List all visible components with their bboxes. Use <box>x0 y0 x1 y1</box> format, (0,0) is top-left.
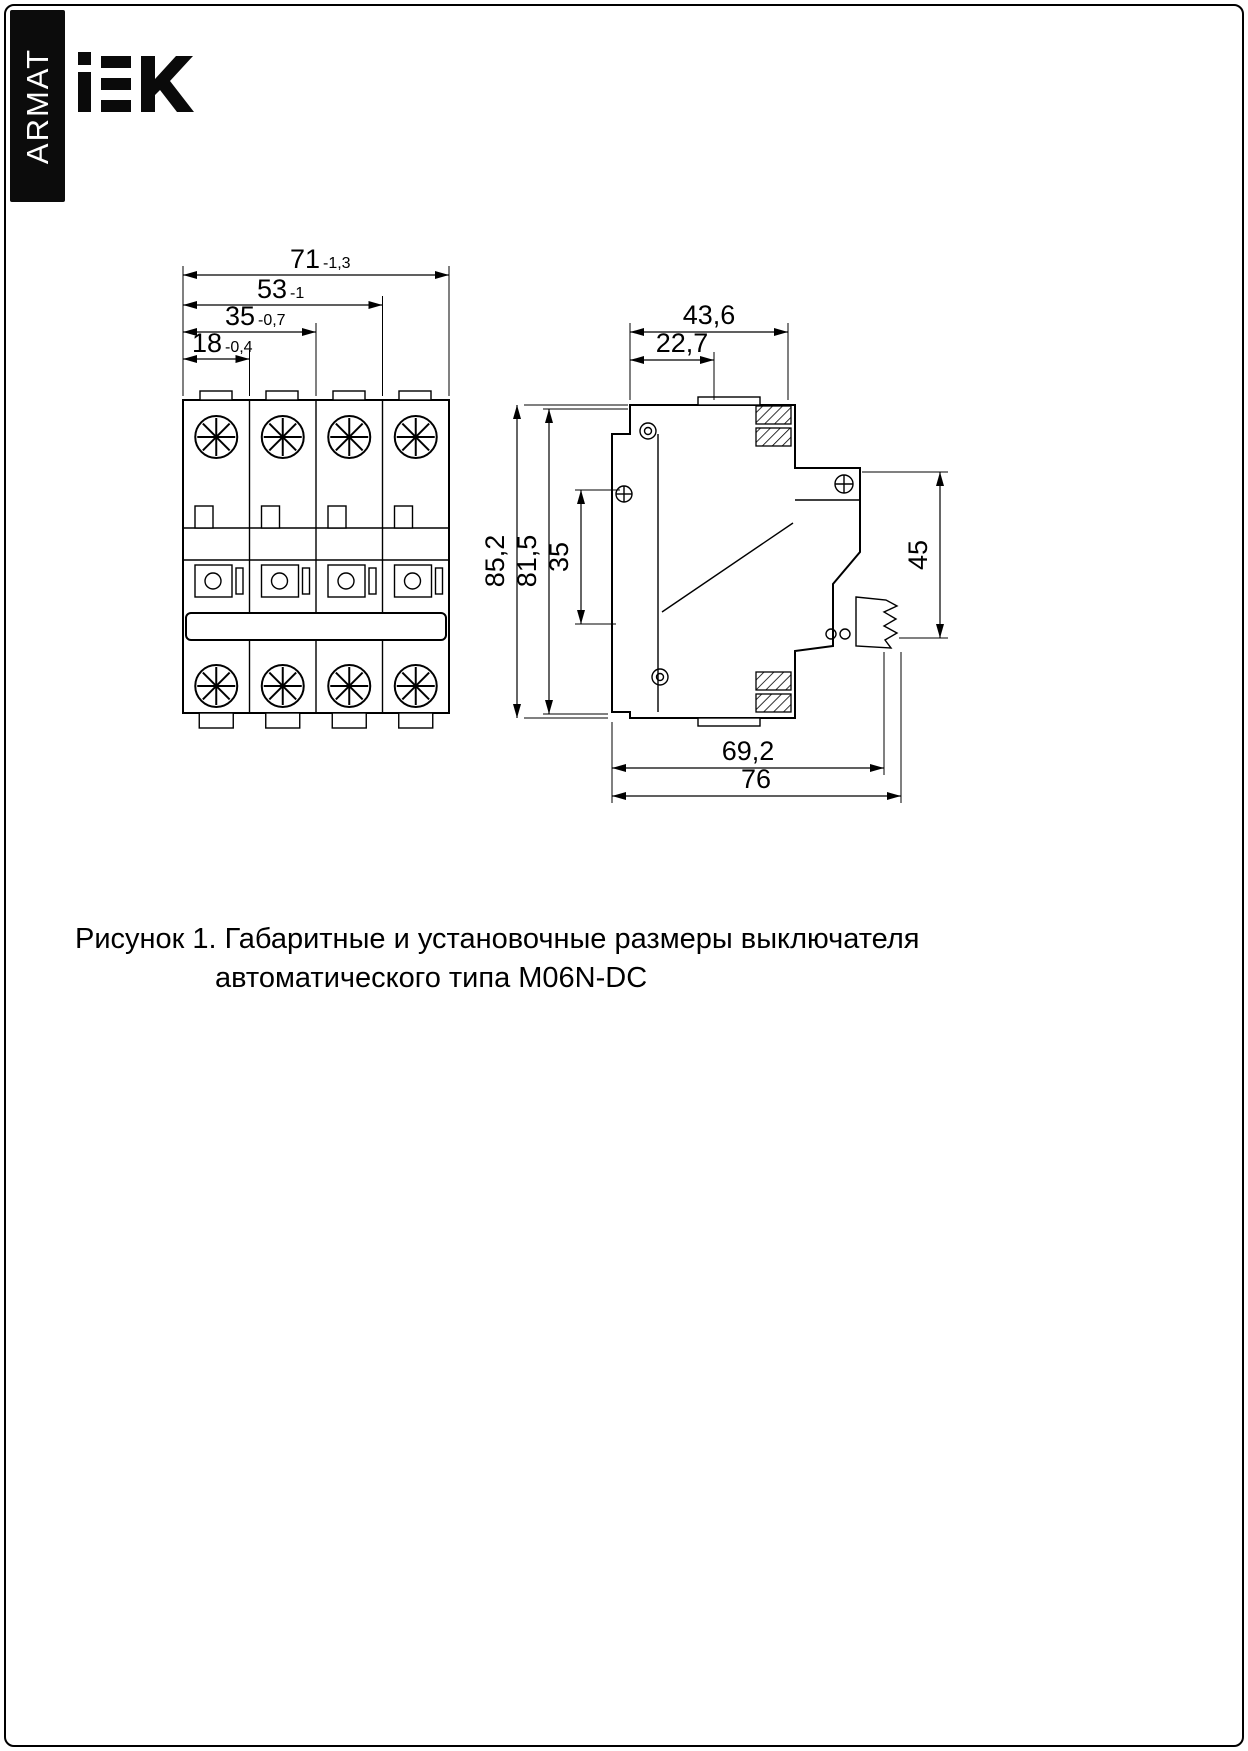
iek-logo <box>78 50 198 119</box>
dim-side-front-window: 35 <box>544 541 574 573</box>
terminal-hatch-top-2 <box>756 428 791 446</box>
dim-side-depth-full: 43,6 <box>682 300 736 330</box>
figure-caption <box>75 920 975 998</box>
dim-side-total-depth: 76 <box>740 764 772 794</box>
dim-front-3pole-tol: -1 <box>290 285 305 302</box>
terminal-hatch-bottom-2 <box>756 694 791 712</box>
dim-front-2pole-tol: -0,7 <box>258 312 286 329</box>
front-view <box>183 244 449 728</box>
dim-front-1pole: 18 <box>191 328 223 358</box>
dim-side-height-overall: 85,2 <box>480 534 510 588</box>
terminal-hatch-bottom-1 <box>756 672 791 690</box>
caption-line1: Рисунок 1. Габаритные и установочные размеры выключателя <box>75 923 920 955</box>
dim-side-depth-front: 22,7 <box>655 328 709 358</box>
iek-logo-icon <box>78 50 198 114</box>
armat-brand-text: ARMAT <box>19 47 55 165</box>
armat-banner <box>10 10 65 202</box>
terminal-hatch-top-1 <box>756 406 791 424</box>
dim-front-total: 71 <box>289 244 321 274</box>
handle-bar <box>186 613 446 640</box>
dim-side-mount-depth: 69,2 <box>721 736 775 766</box>
dim-side-din-clip: 45 <box>903 539 933 571</box>
dim-front-total-tol: -1,3 <box>323 255 351 272</box>
dim-front-1pole-tol: -0,4 <box>225 339 253 356</box>
caption-line2: автоматического типа M06N-DC <box>215 962 648 994</box>
dim-front-3pole: 53 <box>256 274 288 304</box>
dim-front-2pole: 35 <box>224 301 256 331</box>
technical-drawing <box>90 240 990 815</box>
din-latch <box>856 597 897 648</box>
dim-side-height-body: 81,5 <box>512 534 542 588</box>
side-view <box>480 300 948 803</box>
